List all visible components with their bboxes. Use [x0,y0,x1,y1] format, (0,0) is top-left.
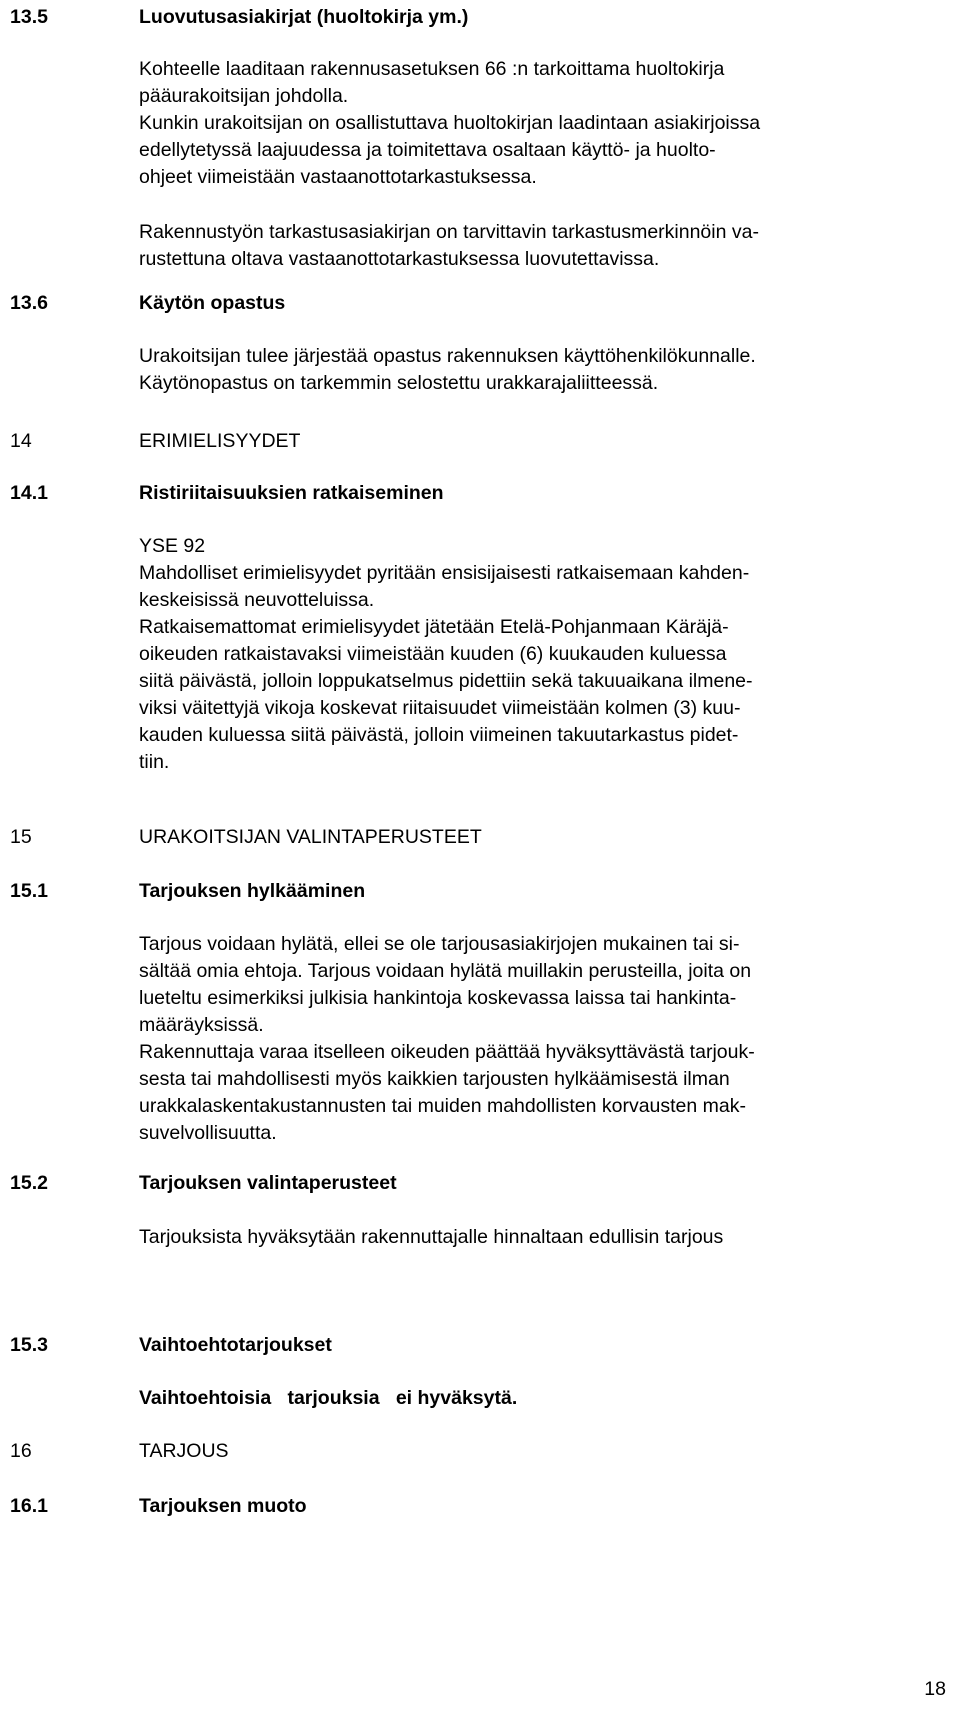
section-title: Luovutusasiakirjat (huoltokirja ym.) [139,6,469,28]
section-number: 15 [10,826,32,848]
text-line: pääurakoitsijan johdolla. [139,85,349,107]
text-line: viksi väitettyjä vikoja koskevat riitaisuudet viimeistään kolmen (3) kuu- [139,697,741,719]
text-line: lueteltu esimerkiksi julkisia hankintoja koskevassa laissa tai hankinta- [139,987,737,1009]
text-line: siitä päivästä, jolloin loppukatselmus pidettiin sekä takuuaikana ilmene- [139,670,753,692]
section-number: 15.1 [10,880,48,902]
section-title: ERIMIELISYYDET [139,430,301,452]
section-number: 14 [10,430,32,452]
section-title: Tarjouksen valintaperusteet [139,1172,397,1194]
text-line: YSE 92 [139,535,206,557]
section-title: Ristiriitaisuuksien ratkaiseminen [139,482,444,504]
text-line: Vaihtoehtoisia tarjouksia ei hyväksytä. [139,1387,518,1409]
text-line: Mahdolliset erimielisyydet pyritään ensisijaisesti ratkaisemaan kahden- [139,562,750,584]
section-number: 14.1 [10,482,48,504]
text-line: sesta tai mahdollisesti myös kaikkien tarjousten hylkäämisestä ilman [139,1068,730,1090]
text-line: Tarjous voidaan hylätä, ellei se ole tarjousasiakirjojen mukainen tai si- [139,933,740,955]
text-line: määräyksissä. [139,1014,264,1036]
text-line: suvelvollisuutta. [139,1122,277,1144]
section-title: URAKOITSIJAN VALINTAPERUSTEET [139,826,482,848]
text-line: Urakoitsijan tulee järjestää opastus rakennuksen käyttöhenkilökunnalle. [139,345,756,367]
text-line: Rakennustyön tarkastusasiakirjan on tarvittavin tarkastusmerkinnöin va- [139,221,759,243]
paragraph [139,56,760,191]
section-title: Tarjouksen hylkääminen [139,880,366,902]
page-number: 18 [924,1678,946,1700]
section-title: TARJOUS [139,1440,229,1462]
text-line: rustettuna oltava vastaanottotarkastuksessa luovutettavissa. [139,248,660,270]
text-line: Käytönopastus on tarkemmin selostettu urakkarajaliitteessä. [139,372,659,394]
text-line: Ratkaisemattomat erimielisyydet jätetään Etelä-Pohjanmaan Käräjä- [139,616,729,638]
paragraph [139,931,755,1147]
text-line: ohjeet viimeistään vastaanottotarkastuksessa. [139,166,537,188]
text-line: urakkalaskentakustannusten tai muiden mahdollisten korvausten mak- [139,1095,746,1117]
paragraph [139,219,759,273]
section-number: 15.3 [10,1334,48,1356]
section-number: 13.6 [10,292,48,314]
text-line: tiin. [139,751,170,773]
text-line: Kunkin urakoitsijan on osallistuttava huoltokirjan laadintaan asiakirjoissa [139,112,761,134]
paragraph [139,343,756,397]
section-number: 16 [10,1440,32,1462]
section-number: 13.5 [10,6,48,28]
text-line: Kohteelle laaditaan rakennusasetuksen 66 :n tarkoittama huoltokirja [139,58,725,80]
section-number: 15.2 [10,1172,48,1194]
section-title: Käytön opastus [139,292,286,314]
section-title: Vaihtoehtotarjoukset [139,1334,332,1356]
text-line: sältää omia ehtoja. Tarjous voidaan hylätä muillakin perusteilla, joita on [139,960,752,982]
text-line: Rakennuttaja varaa itselleen oikeuden päättää hyväksyttävästä tarjouk- [139,1041,755,1063]
text-line: edellytetyssä laajuudessa ja toimitettava osaltaan käyttö- ja huolto- [139,139,716,161]
text-line: Tarjouksista hyväksytään rakennuttajalle hinnaltaan edullisin tarjous [139,1226,724,1248]
text-line: oikeuden ratkaistavaksi viimeistään kuuden (6) kuukauden kuluessa [139,643,727,665]
section-number: 16.1 [10,1495,48,1517]
paragraph [139,1385,517,1412]
text-line: keskeisissä neuvotteluissa. [139,589,375,611]
text-line: kauden kuluessa siitä päivästä, jolloin viimeinen takuutarkastus pidet- [139,724,739,746]
paragraph [139,1224,723,1251]
paragraph [139,533,753,776]
section-title: Tarjouksen muoto [139,1495,307,1517]
